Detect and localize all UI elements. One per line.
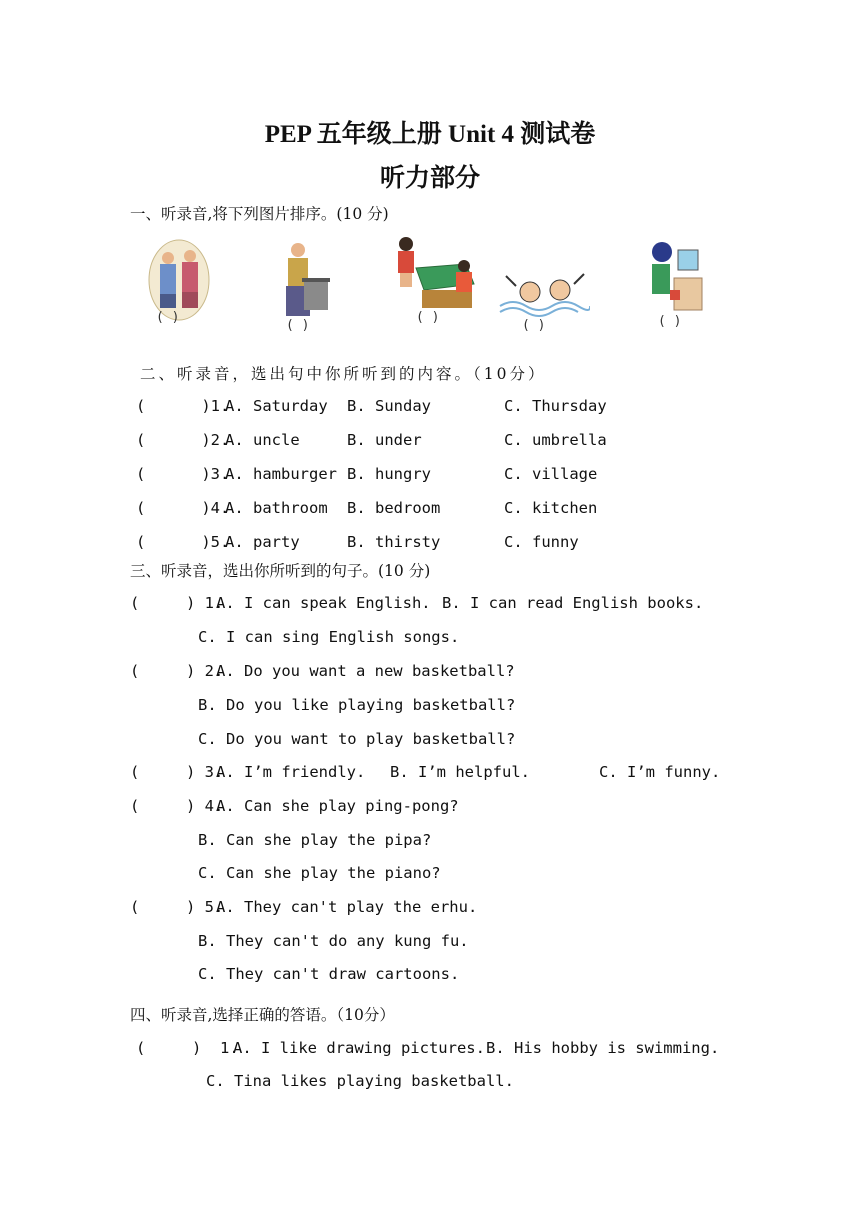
picture-5-blank: ( ) xyxy=(658,314,682,329)
part2-row-2-option-c: C. umbrella xyxy=(504,431,607,449)
page-subtitle: 听力部分 xyxy=(379,165,480,192)
part3-q2-number: ( ) 2. xyxy=(130,662,224,680)
part3-q3-option-a: A. I’m friendly. xyxy=(216,763,366,781)
part3-q2-option-a: A. Do you want a new basketball? xyxy=(216,662,515,680)
part2-row-4-option-a: A. bathroom xyxy=(225,499,328,517)
part3-q5-option-c: C. They can't draw cartoons. xyxy=(198,965,460,983)
part3-q5-option-b: B. They can't do any kung fu. xyxy=(198,932,469,950)
part2-row-5-option-a: A. party xyxy=(225,533,300,551)
picture-4-blank: ( ) xyxy=(522,318,546,333)
part2-row-2-option-a: A. uncle xyxy=(225,431,300,449)
part1-heading: 一、听录音,将下列图片排序。(10 分) xyxy=(130,205,389,223)
part3-q1-option-c: C. I can sing English songs. xyxy=(198,628,460,646)
part4-q1-option-c: C. Tina likes playing basketball. xyxy=(206,1072,514,1090)
part2-row-1-option-b: B. Sunday xyxy=(347,397,431,415)
part4-q1-option-a: A. I like drawing pictures. xyxy=(233,1039,485,1057)
part2-row-4-option-c: C. kitchen xyxy=(504,499,598,517)
picture-ping-pong xyxy=(394,236,480,316)
part3-q1-option-a: A. I can speak English. xyxy=(216,594,431,612)
part3-q3-option-b: B. I’m helpful. xyxy=(390,763,530,781)
part2-heading: 二、听录音，选出句中你所听到的内容。（10分） xyxy=(140,365,547,383)
part4-q1-number: ( ) 1. xyxy=(136,1039,239,1057)
part2-row-3-option-c: C. village xyxy=(504,465,598,483)
part3-q4-option-c: C. Can she play the piano? xyxy=(198,864,441,882)
part2-row-3-option-a: A. hamburger xyxy=(225,465,337,483)
part3-q4-option-a: A. Can she play ping-pong? xyxy=(216,797,459,815)
part2-row-1-number: ( )1. xyxy=(136,397,230,415)
part3-q5-option-a: A. They can't play the erhu. xyxy=(216,898,478,916)
part3-q5-number: ( ) 5. xyxy=(130,898,224,916)
picture-swimming xyxy=(498,268,590,318)
picture-1-blank: ( ) xyxy=(156,310,180,325)
picture-2-blank: ( ) xyxy=(286,318,310,333)
part2-row-2-number: ( )2. xyxy=(136,431,230,449)
part2-row-3-number: ( )3. xyxy=(136,465,230,483)
part3-q2-option-b: B. Do you like playing basketball? xyxy=(198,696,516,714)
part3-q4-number: ( ) 4. xyxy=(130,797,224,815)
part2-row-5-option-c: C. funny xyxy=(504,533,579,551)
part2-row-5-option-b: B. thirsty xyxy=(347,533,441,551)
part3-q1-number: ( ) 1. xyxy=(130,594,224,612)
page-title: PEP 五年级上册 Unit 4 测试卷 xyxy=(264,121,596,148)
part2-row-1-option-c: C. Thursday xyxy=(504,397,607,415)
part3-q1-option-b: B. I can read English books. xyxy=(442,594,704,612)
part2-row-4-option-b: B. bedroom xyxy=(347,499,441,517)
part2-row-2-option-b: B. under xyxy=(347,431,422,449)
part3-q3-number: ( ) 3. xyxy=(130,763,224,781)
part3-heading: 三、听录音，选出你所听到的句子。(10 分) xyxy=(130,562,431,580)
picture-boy-with-robot xyxy=(648,238,706,318)
part2-row-5-number: ( )5. xyxy=(136,533,230,551)
part3-q3-option-c: C. I’m funny. xyxy=(599,763,721,781)
part3-q4-option-b: B. Can she play the pipa? xyxy=(198,831,432,849)
part4-q1-option-b: B. His hobby is swimming. xyxy=(486,1039,720,1057)
part2-row-4-number: ( )4. xyxy=(136,499,230,517)
part4-heading: 四、听录音,选择正确的答语。（10分） xyxy=(130,1006,395,1024)
part2-row-1-option-a: A. Saturday xyxy=(225,397,328,415)
picture-3-blank: ( ) xyxy=(416,310,440,325)
part2-row-3-option-b: B. hungry xyxy=(347,465,431,483)
part3-q2-option-c: C. Do you want to play basketball? xyxy=(198,730,516,748)
